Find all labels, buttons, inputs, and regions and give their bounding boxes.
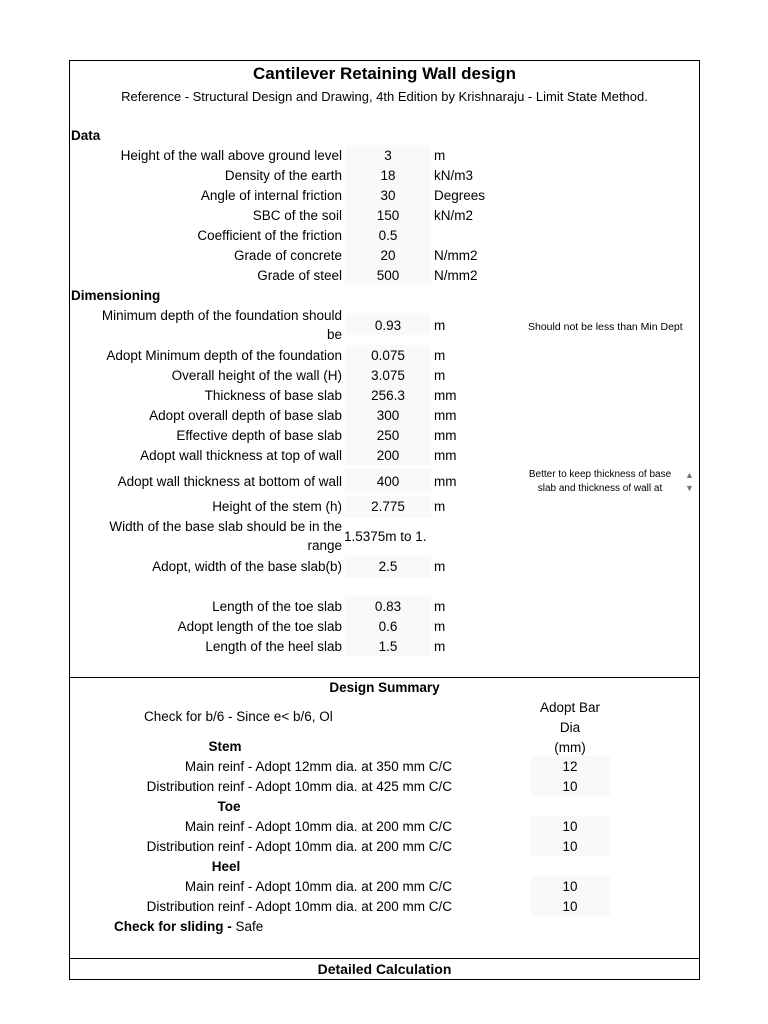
adopt-width-label: Adopt, width of the base slab(b) (152, 559, 342, 574)
row-unit: kN/m3 (434, 168, 474, 183)
stem-main-dia: 12 (562, 759, 578, 774)
row-unit: m (434, 619, 446, 634)
stem-main-reinf: Main reinf - Adopt 12mm dia. at 350 mm C/C (184, 759, 452, 774)
min-depth-label: Minimum depth of the foundation should (101, 308, 342, 323)
toe-dist-reinf: Distribution reinf - Adopt 10mm dia. at 200 mm C/C (146, 839, 452, 854)
scroll-up-icon[interactable]: ▲ (685, 470, 694, 480)
row-label: Overall height of the wall (H) (171, 368, 342, 383)
detailed-calculation-heading: Detailed Calculation (317, 961, 452, 977)
row-value: 1.5 (378, 639, 398, 654)
row-unit: mm (434, 428, 457, 443)
row-value: 0.6 (378, 619, 398, 634)
adopt-width-value: 2.5 (378, 559, 398, 574)
row-label: Coefficient of the friction (197, 228, 342, 243)
row-unit: m (434, 639, 446, 654)
heel-main-dia: 10 (562, 879, 578, 894)
design-summary-heading: Design Summary (329, 680, 440, 695)
row-value: 300 (376, 408, 400, 423)
row-label: Length of the toe slab (212, 599, 342, 614)
row-unit: Degrees (434, 188, 486, 203)
row-label: Adopt wall thickness at top of wall (140, 448, 342, 463)
row-value: 3.075 (371, 368, 405, 383)
bottom-wall-label: Adopt wall thickness at bottom of wall (117, 474, 342, 489)
row-value: 20 (380, 248, 396, 263)
stem-dist-reinf: Distribution reinf - Adopt 10mm dia. at 425 mm C/C (146, 779, 452, 794)
row-unit: N/mm2 (434, 268, 478, 283)
reference-text: Reference - Structural Design and Drawing, 4th Edition by Krishnaraju - Limit State Method. (121, 89, 648, 104)
row-value: 0.5 (378, 228, 398, 243)
row-value: 500 (376, 268, 400, 283)
row-value: 30 (380, 188, 396, 203)
row-unit: m (434, 599, 446, 614)
row-unit: mm (434, 448, 457, 463)
page-title: Cantilever Retaining Wall design (253, 64, 516, 83)
data-heading: Data (71, 128, 101, 143)
row-value: 256.3 (371, 388, 405, 403)
row-unit: N/mm2 (434, 248, 478, 263)
bar-dia-header-unit: (mm) (554, 740, 586, 755)
sliding-check (114, 919, 263, 935)
row-unit: m (434, 348, 446, 363)
row-value: 0.83 (374, 599, 402, 614)
row-label: Adopt overall depth of base slab (149, 408, 342, 423)
min-depth-label-cont: be (326, 327, 342, 342)
toe-main-dia: 10 (562, 819, 578, 834)
min-depth-value: 0.93 (374, 318, 402, 333)
row-label: Adopt Minimum depth of the foundation (106, 348, 342, 363)
section-divider (69, 677, 700, 678)
heel-dist-dia: 10 (562, 899, 578, 914)
toe-main-reinf: Main reinf - Adopt 10mm dia. at 200 mm C/C (184, 819, 452, 834)
sliding-check-value: Safe (235, 919, 264, 934)
width-range-value: 1.5375m to 1. (344, 529, 427, 544)
row-label: Angle of internal friction (200, 188, 342, 203)
heel-dist-reinf: Distribution reinf - Adopt 10mm dia. at 200 mm C/C (146, 899, 452, 914)
row-label: Density of the earth (224, 168, 342, 183)
toe-heading: Toe (217, 799, 241, 814)
bottom-wall-value: 400 (376, 474, 400, 489)
row-label: Height of the wall above ground level (120, 148, 342, 163)
sliding-check-label: Check for sliding - (114, 919, 236, 934)
min-depth-note: Should not be less than Min Dept (528, 321, 683, 333)
heel-main-reinf: Main reinf - Adopt 10mm dia. at 200 mm C/C (184, 879, 452, 894)
min-depth-unit: m (434, 318, 446, 333)
bar-dia-header: Adopt Bar (539, 700, 601, 715)
row-value: 200 (376, 448, 400, 463)
row-unit: mm (434, 388, 457, 403)
bottom-wall-note: Better to keep thickness of base (528, 469, 672, 480)
dimensioning-heading: Dimensioning (71, 288, 161, 303)
row-unit: m (434, 148, 446, 163)
row-label: Grade of concrete (233, 248, 342, 263)
stem-height-unit: m (434, 499, 446, 514)
section-divider (69, 958, 700, 959)
row-unit: kN/m2 (434, 208, 474, 223)
heel-heading: Heel (211, 859, 241, 874)
row-label: Effective depth of base slab (176, 428, 342, 443)
stem-height-value: 2.775 (371, 499, 405, 514)
stem-heading: Stem (208, 739, 242, 754)
toe-dist-dia: 10 (562, 839, 578, 854)
row-label: Adopt length of the toe slab (177, 619, 342, 634)
bar-dia-header-cont: Dia (559, 720, 581, 735)
row-label: SBC of the soil (252, 208, 342, 223)
row-value: 18 (380, 168, 396, 183)
row-label: Thickness of base slab (204, 388, 342, 403)
width-range-label-cont: range (307, 538, 342, 553)
row-value: 150 (376, 208, 400, 223)
row-value: 0.075 (371, 348, 405, 363)
stem-height-label: Height of the stem (h) (212, 499, 342, 514)
row-unit: m (434, 368, 446, 383)
scroll-down-icon[interactable]: ▼ (685, 483, 694, 493)
row-value: 3 (384, 148, 392, 163)
row-value: 250 (376, 428, 400, 443)
row-unit: mm (434, 408, 457, 423)
row-label: Grade of steel (257, 268, 342, 283)
stem-dist-dia: 10 (562, 779, 578, 794)
width-range-label: Width of the base slab should be in the (109, 519, 342, 534)
check-b6-text: Check for b/6 - Since e< b/6, Ol (144, 709, 333, 724)
bottom-wall-note-cont: slab and thickness of wall at (537, 483, 663, 494)
row-label: Length of the heel slab (205, 639, 342, 654)
adopt-width-unit: m (434, 559, 446, 574)
bottom-wall-unit: mm (434, 474, 457, 489)
